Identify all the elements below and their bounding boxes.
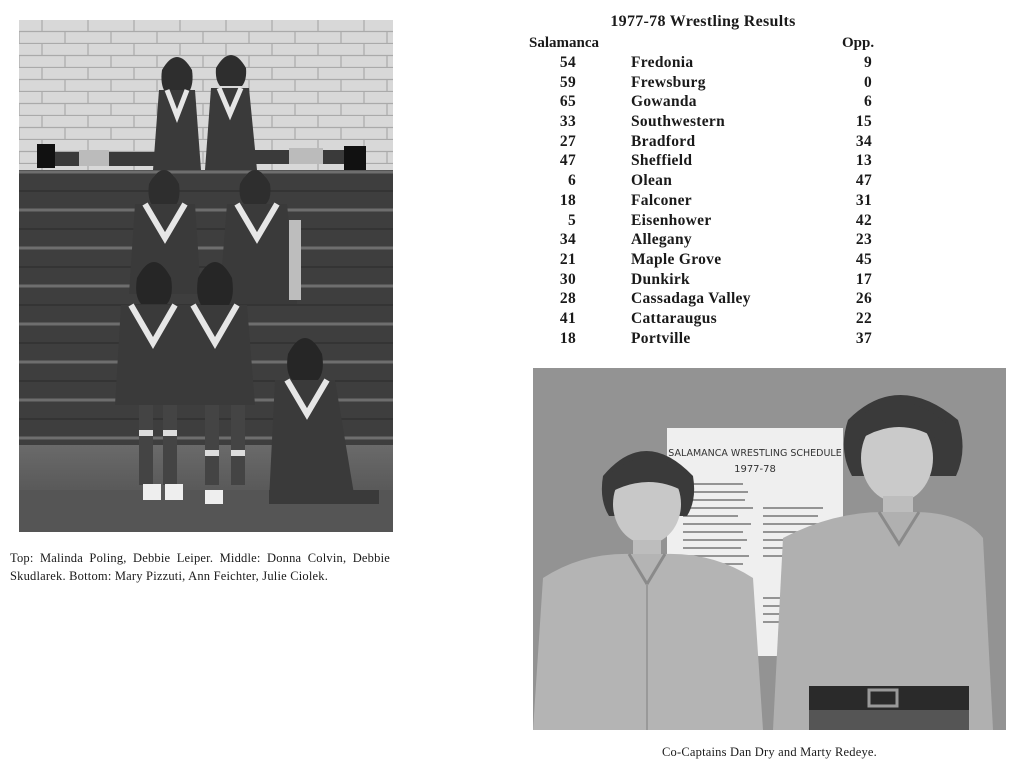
home-score: 59 bbox=[559, 73, 576, 91]
co-captains-caption: Co-Captains Dan Dry and Marty Redeye. bbox=[662, 745, 877, 759]
opponent-name: Allegany bbox=[631, 231, 692, 249]
opponent-score: 17 bbox=[855, 270, 872, 288]
opponent-score: 45 bbox=[855, 250, 872, 268]
result-row bbox=[540, 192, 880, 212]
opponent-score: 22 bbox=[855, 309, 872, 327]
opponent-score: 26 bbox=[855, 290, 872, 308]
poster-title: SALAMANCA WRESTLING SCHEDULE bbox=[668, 448, 842, 459]
result-row bbox=[540, 172, 880, 192]
opponent-name: Dunkirk bbox=[631, 270, 690, 288]
home-score: 28 bbox=[559, 290, 576, 308]
cheerleaders-photo-image bbox=[19, 20, 393, 532]
opponent-header: Opp. bbox=[842, 35, 875, 51]
result-row bbox=[540, 212, 880, 232]
opponent-score: 6 bbox=[863, 93, 872, 111]
opponent-score: 31 bbox=[855, 191, 872, 209]
opponent-score: 42 bbox=[855, 211, 872, 229]
home-score: 18 bbox=[559, 329, 576, 347]
result-row bbox=[540, 251, 880, 271]
home-score: 41 bbox=[559, 309, 576, 327]
home-score: 33 bbox=[559, 113, 576, 131]
result-row bbox=[540, 330, 880, 350]
opponent-name: Gowanda bbox=[631, 93, 697, 111]
co-captains-photo bbox=[533, 368, 1006, 730]
co-captains-photo-image bbox=[533, 368, 1006, 730]
cheerleaders-photo bbox=[19, 20, 393, 532]
result-row bbox=[540, 74, 880, 94]
opponent-score: 15 bbox=[855, 113, 872, 131]
opponent-name: Frewsburg bbox=[631, 73, 706, 91]
result-row bbox=[540, 290, 880, 310]
home-score: 18 bbox=[559, 191, 576, 209]
poster-year: 1977-78 bbox=[734, 464, 776, 475]
home-score: 21 bbox=[559, 250, 576, 268]
opponent-name: Portville bbox=[631, 329, 691, 347]
result-row bbox=[540, 152, 880, 172]
opponent-name: Fredonia bbox=[631, 54, 694, 71]
opponent-name: Eisenhower bbox=[631, 211, 712, 229]
opponent-name: Cassadaga Valley bbox=[631, 290, 751, 308]
result-row bbox=[540, 93, 880, 113]
result-row bbox=[540, 231, 880, 251]
result-row bbox=[540, 54, 880, 74]
result-row bbox=[540, 113, 880, 133]
result-row bbox=[540, 271, 880, 291]
opponent-name: Olean bbox=[631, 172, 673, 190]
opponent-score: 47 bbox=[855, 172, 872, 190]
opponent-score: 9 bbox=[863, 54, 872, 71]
opponent-score: 23 bbox=[855, 231, 872, 249]
home-score: 30 bbox=[559, 270, 576, 288]
home-score: 6 bbox=[567, 172, 576, 190]
results-title: 1977-78 Wrestling Results bbox=[610, 13, 796, 30]
home-score: 54 bbox=[559, 54, 576, 71]
home-score: 5 bbox=[567, 211, 576, 229]
home-team-header: Salamanca bbox=[529, 35, 600, 51]
opponent-score: 13 bbox=[855, 152, 872, 170]
home-score: 27 bbox=[559, 132, 576, 150]
opponent-score: 37 bbox=[855, 329, 872, 347]
home-score: 47 bbox=[559, 152, 576, 170]
opponent-name: Maple Grove bbox=[631, 250, 722, 268]
opponent-name: Bradford bbox=[631, 132, 696, 150]
opponent-score: 0 bbox=[863, 73, 872, 91]
result-row bbox=[540, 133, 880, 153]
opponent-name: Sheffield bbox=[631, 152, 693, 170]
opponent-name: Cattaraugus bbox=[631, 309, 717, 327]
opponent-name: Southwestern bbox=[631, 113, 726, 131]
home-score: 34 bbox=[559, 231, 576, 249]
result-row bbox=[540, 310, 880, 330]
cheerleaders-caption: Top: Malinda Poling, Debbie Leiper. Middle: Donna Colvin, Debbie Skudlarek. Bottom: Mary Pizzuti, Ann Feichter, Julie Ciolek. bbox=[10, 551, 390, 583]
opponent-score: 34 bbox=[855, 132, 872, 150]
home-score: 65 bbox=[559, 93, 576, 111]
opponent-name: Falconer bbox=[631, 191, 692, 209]
results-table bbox=[540, 54, 880, 349]
